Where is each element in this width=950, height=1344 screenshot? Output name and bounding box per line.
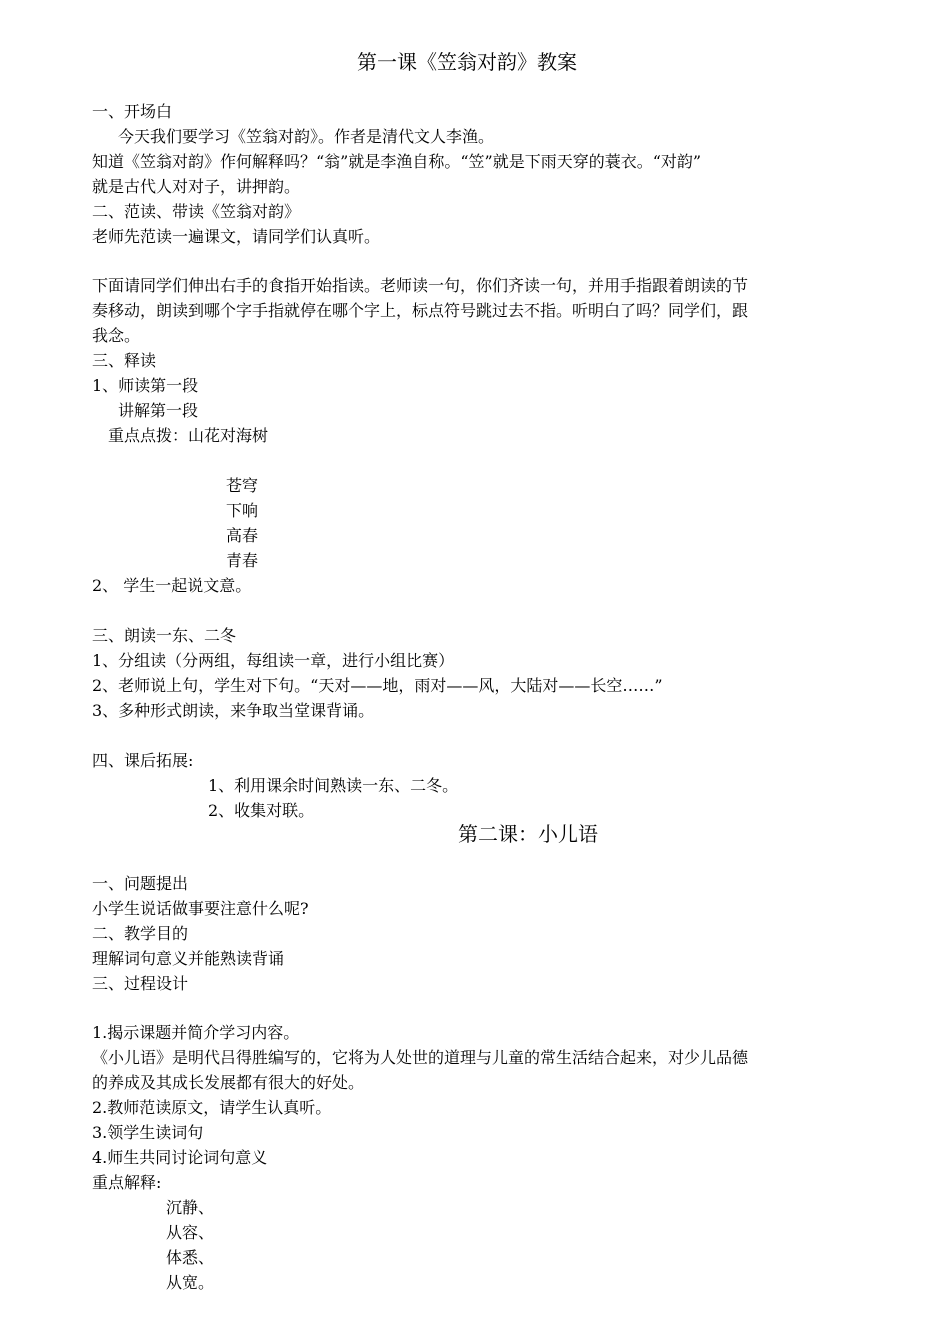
lesson1-section3-item1: 1、师读第一段 xyxy=(92,376,199,395)
lesson1-section4-item: 1、分组读（分两组，每组读一章，进行小组比赛） xyxy=(92,651,455,670)
lesson1-section2-paragraph2-line1: 下面请同学们伸出右手的食指开始指读。老师读一句，你们齐读一句，并用手指跟着朗读的节 xyxy=(92,276,749,295)
lesson1-section2-heading: 二、范读、带读《笠翁对韵》 xyxy=(92,202,301,221)
lesson1-keyword: 苍穹 xyxy=(226,476,259,495)
lesson2-step1: 1.揭示课题并简介学习内容。 xyxy=(92,1023,300,1042)
lesson2-key-word: 从宽。 xyxy=(166,1273,215,1292)
lesson2-key-word: 沉静、 xyxy=(166,1198,215,1217)
lesson1-section2-paragraph2-line3: 我念。 xyxy=(92,326,141,345)
lesson2-section1-text: 小学生说话做事要注意什么呢? xyxy=(92,899,309,918)
lesson2-key-label: 重点解释: xyxy=(92,1173,162,1192)
lesson1-keyword: 高春 xyxy=(226,526,259,545)
lesson1-section3-heading: 三、释读 xyxy=(92,351,157,370)
lesson1-title: 第一课《笠翁对韵》教案 xyxy=(357,50,577,74)
lesson2-step3: 3.领学生读词句 xyxy=(92,1123,204,1142)
lesson1-section1-paragraph2-line2: 就是古代人对对子，讲押韵。 xyxy=(92,177,301,196)
lesson1-keyword: 下响 xyxy=(226,501,259,520)
lesson1-section3-explain: 讲解第一段 xyxy=(118,401,199,420)
lesson2-key-word: 体悉、 xyxy=(166,1248,215,1267)
lesson1-keyword: 青春 xyxy=(226,551,259,570)
lesson1-section5-item: 2、收集对联。 xyxy=(208,801,315,820)
lesson1-section1-heading: 一、开场白 xyxy=(92,102,173,121)
lesson1-section3-keypoint: 重点点拨：山花对海树 xyxy=(108,426,269,445)
lesson2-key-word: 从容、 xyxy=(166,1223,215,1242)
lesson1-section4-item: 3、多种形式朗读，来争取当堂课背诵。 xyxy=(92,701,375,720)
lesson2-section2-heading: 二、教学目的 xyxy=(92,924,189,943)
lesson1-section4-heading: 三、朗读一东、二冬 xyxy=(92,626,237,645)
lesson2-step4: 4.师生共同讨论词句意义 xyxy=(92,1148,268,1167)
lesson2-intro-line2: 的养成及其成长发展都有很大的好处。 xyxy=(92,1073,365,1092)
lesson1-section2-paragraph1: 老师先范读一遍课文，请同学们认真听。 xyxy=(92,227,381,246)
lesson1-section1-paragraph2-line1: 知道《笠翁对韵》作何解释吗？“翁”就是李渔自称。“笠”就是下雨天穿的蓑衣。“对韵” xyxy=(92,152,702,171)
lesson1-section5-item: 1、利用课余时间熟读一东、二冬。 xyxy=(208,776,459,795)
lesson2-section1-heading: 一、问题提出 xyxy=(92,874,189,893)
lesson2-title: 第二课：小儿语 xyxy=(458,822,598,846)
lesson2-step2: 2.教师范读原文，请学生认真听。 xyxy=(92,1098,332,1117)
lesson1-section4-item: 2、老师说上句，学生对下句。“天对——地，雨对——风，大陆对——长空……” xyxy=(92,676,663,695)
lesson1-section3-item2: 2、 学生一起说文意。 xyxy=(92,576,252,595)
lesson2-intro-line1: 《小儿语》是明代吕得胜编写的，它将为人处世的道理与儿童的常生活结合起来，对少儿品德 xyxy=(92,1048,749,1067)
lesson2-section2-text: 理解词句意义并能熟读背诵 xyxy=(92,949,285,968)
lesson1-section2-paragraph2-line2: 奏移动，朗读到哪个字手指就停在哪个字上，标点符号跳过去不指。听明白了吗？同学们，跟 xyxy=(92,301,749,320)
lesson1-section1-paragraph1: 今天我们要学习《笠翁对韵》。作者是清代文人李渔。 xyxy=(118,127,495,146)
lesson2-section3-heading: 三、过程设计 xyxy=(92,974,189,993)
lesson1-section5-heading: 四、课后拓展: xyxy=(92,751,194,770)
